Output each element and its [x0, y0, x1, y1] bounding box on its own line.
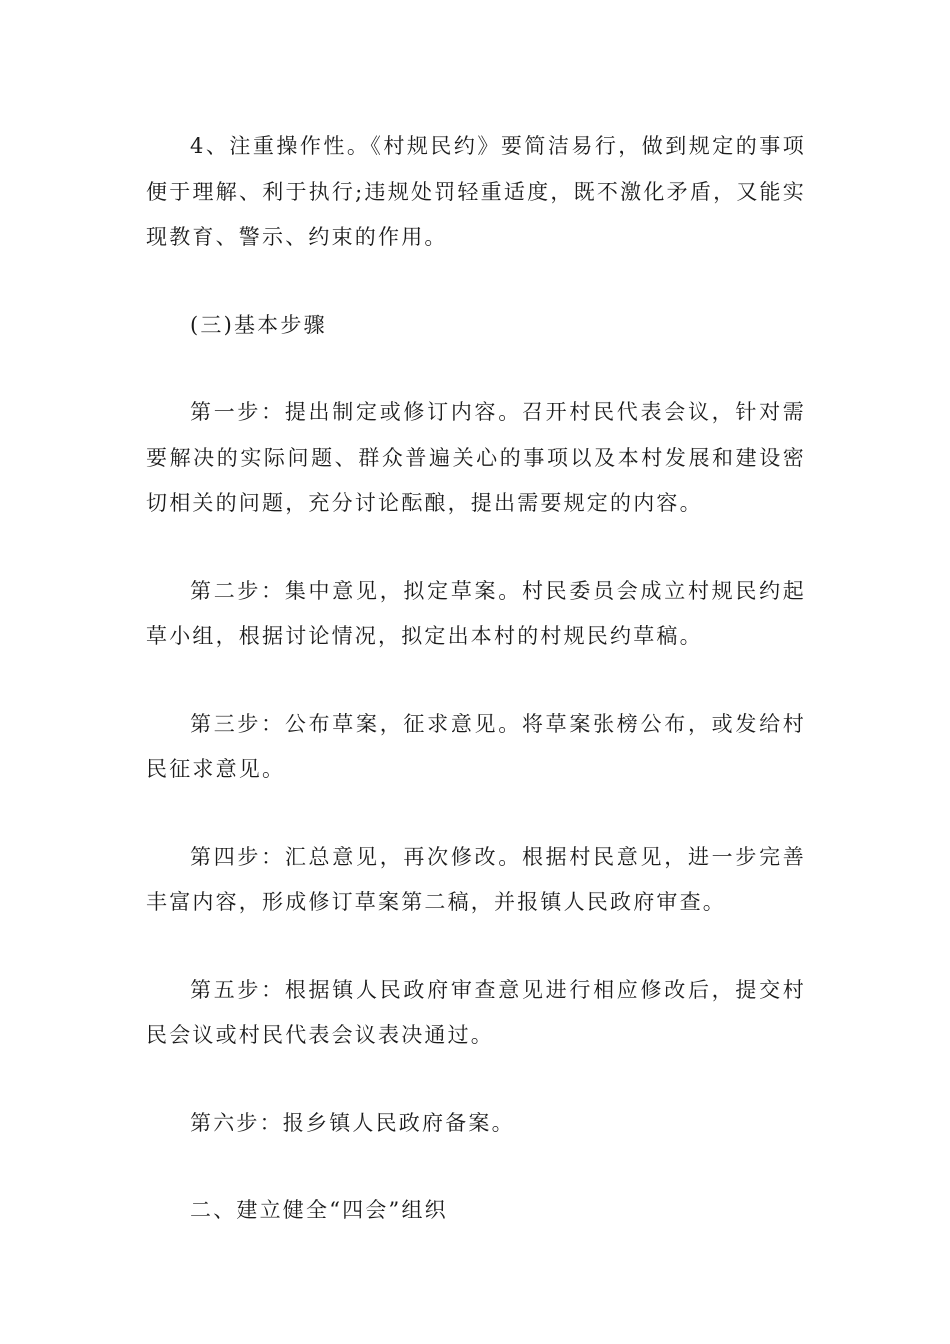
- paragraph-step-four: 第四步：汇总意见，再次修改。根据村民意见，进一步完善丰富内容，形成修订草案第二稿，并报镇人民政府审查。: [146, 844, 806, 914]
- paragraph-operability: 4、注重操作性。《村规民约》要简洁易行，做到规定的事项便于理解、利于执行;违规处罚轻重适度，既不激化矛盾，又能实现教育、警示、约束的作用。: [146, 134, 806, 249]
- paragraph-step-two: 第二步：集中意见，拟定草案。村民委员会成立村规民约起草小组，根据讨论情况，拟定出本村的村规民约草稿。: [146, 578, 806, 648]
- paragraph-step-five: 第五步：根据镇人民政府审查意见进行相应修改后，提交村民会议或村民代表会议表决通过。: [146, 977, 806, 1047]
- paragraph-step-three: 第三步：公布草案，征求意见。将草案张榜公布，或发给村民征求意见。: [146, 711, 806, 781]
- document-body: [146, 124, 806, 1276]
- heading-basic-steps: (三)基本步骤: [190, 312, 327, 337]
- heading-four-associations: 二、建立健全“四会”组织: [190, 1198, 448, 1222]
- paragraph-step-one: 第一步：提出制定或修订内容。召开村民代表会议，针对需要解决的实际问题、群众普遍关心的事项以及本村发展和建设密切相关的问题，充分讨论酝酿，提出需要规定的内容。: [146, 400, 806, 515]
- paragraph-step-six: 第六步：报乡镇人民政府备案。: [190, 1110, 515, 1135]
